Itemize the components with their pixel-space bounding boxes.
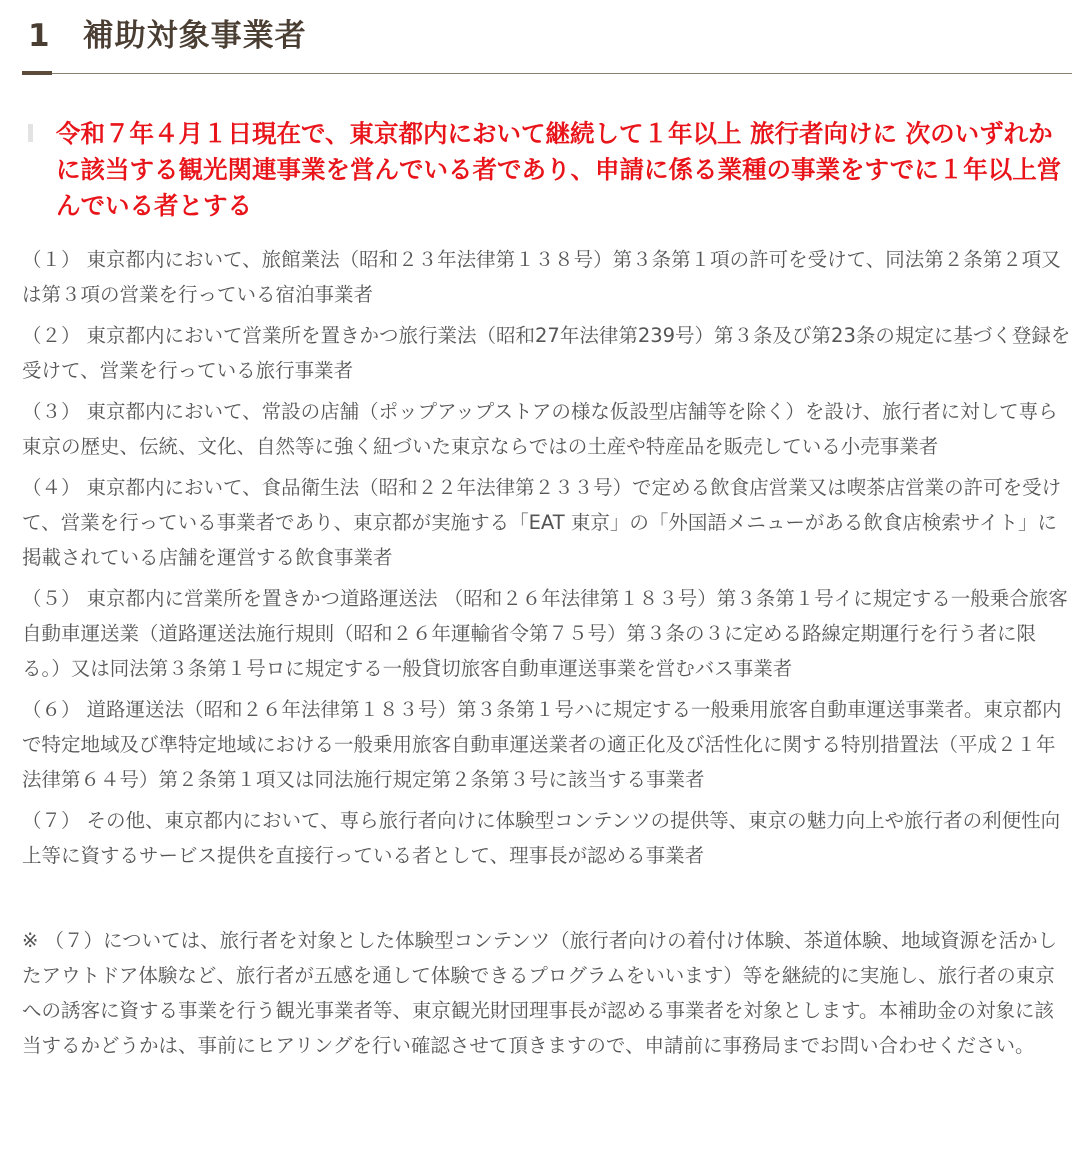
list-item — [22, 318, 1072, 388]
item-text: 東京都内において、旅館業法（昭和２３年法律第１３８号）第３条第１項の許可を受けて、同法第２条第２項又は第３項の営業を行っている宿泊事業者 — [22, 248, 1061, 306]
item-text: 道路運送法（昭和２６年法律第１８３号）第３条第１号ハに規定する一般乗用旅客自動車運送事業者。東京都内で特定地域及び準特定地域における一般乗用旅客自動車運送業者の適正化及び活性化に関する特別措置法（平成２１年法律第６４号）第２条第１項又は同法施行規定第２条第３号に該当する事業者 — [22, 698, 1062, 791]
highlight-text: 令和７年４月１日現在で、東京都内において継続して１年以上 旅行者向けに 次のいずれかに該当する観光関連事業を営んでいる者であり、申請に係る業種の事業をすでに１年以上営んでいる者とする — [56, 119, 1062, 220]
list-item — [22, 803, 1072, 873]
list-item — [22, 394, 1072, 464]
item-text: その他、東京都内において、専ら旅行者向けに体験型コンテンツの提供等、東京の魅力向上や旅行者の利便性向上等に資するサービス提供を直接行っている者として、理事長が認める事業者 — [22, 809, 1061, 867]
section-title — [28, 10, 307, 55]
item-number: （２） — [22, 324, 81, 347]
highlight-marker — [28, 124, 33, 142]
list-item — [22, 692, 1072, 797]
section-number: 1 — [28, 18, 51, 54]
list-item — [22, 470, 1072, 575]
list-item — [22, 242, 1072, 312]
section-title-text: 補助対象事業者 — [82, 18, 307, 54]
item-text: 東京都内において、常設の店舗（ポップアップストアの様な仮設型店舗等を除く）を設け、旅行者に対して専ら東京の歴史、伝統、文化、自然等に強く紐づいた東京ならではの土産や特産品を販売している小売事業者 — [22, 400, 1058, 458]
item-number: （５） — [22, 587, 81, 610]
eligible-business-list — [22, 242, 1072, 873]
item-number: （１） — [22, 248, 81, 271]
note-text: ※ （７）については、旅行者を対象とした体験型コンテンツ（旅行者向けの着付け体験、茶道体験、地域資源を活かしたアウトドア体験など、旅行者が五感を通して体験できるプログラムをいいます）等を継続的に実施し、旅行者の東京への誘客に資する事業を行う観光事業者等、東京観光財団理事長が認める事業者を対象とします。本補助金の対象に該当するかどうかは、事前にヒアリングを行い確認させて頂きますので、申請前に事務局までお問い合わせください。 — [22, 929, 1058, 1057]
item-text: 東京都内に営業所を置きかつ道路運送法 （昭和２６年法律第１８３号）第３条第１号イに規定する一般乗合旅客自動車運送業（道路運送法施行規則（昭和２６年運輸省令第７５号）第３条の３に定める路線定期運行を行う者に限る。）又は同法第３条第１号ロに規定する一般貸切旅客自動車運送事業を営むバス事業者 — [22, 587, 1068, 680]
item-number: （３） — [22, 400, 81, 423]
item-text: 東京都内において営業所を置きかつ旅行業法（昭和27年法律第239号）第３条及び第23条の規定に基づく登録を受けて、営業を行っている旅行事業者 — [22, 324, 1071, 382]
item-text: 東京都内において、食品衛生法（昭和２２年法律第２３３号）で定める飲食店営業又は喫茶店営業の許可を受けて、営業を行っている事業者であり、東京都が実施する「EAT 東京」の「外国語メニューがある飲食店検索サイト」に掲載されている店舗を運営する飲食事業者 — [22, 476, 1062, 569]
item-number: （７） — [22, 809, 81, 832]
item-number: （４） — [22, 476, 81, 499]
section-header — [22, 0, 1072, 74]
item-number: （６） — [22, 698, 81, 721]
eligibility-highlight — [22, 116, 1072, 224]
list-item — [22, 581, 1072, 686]
